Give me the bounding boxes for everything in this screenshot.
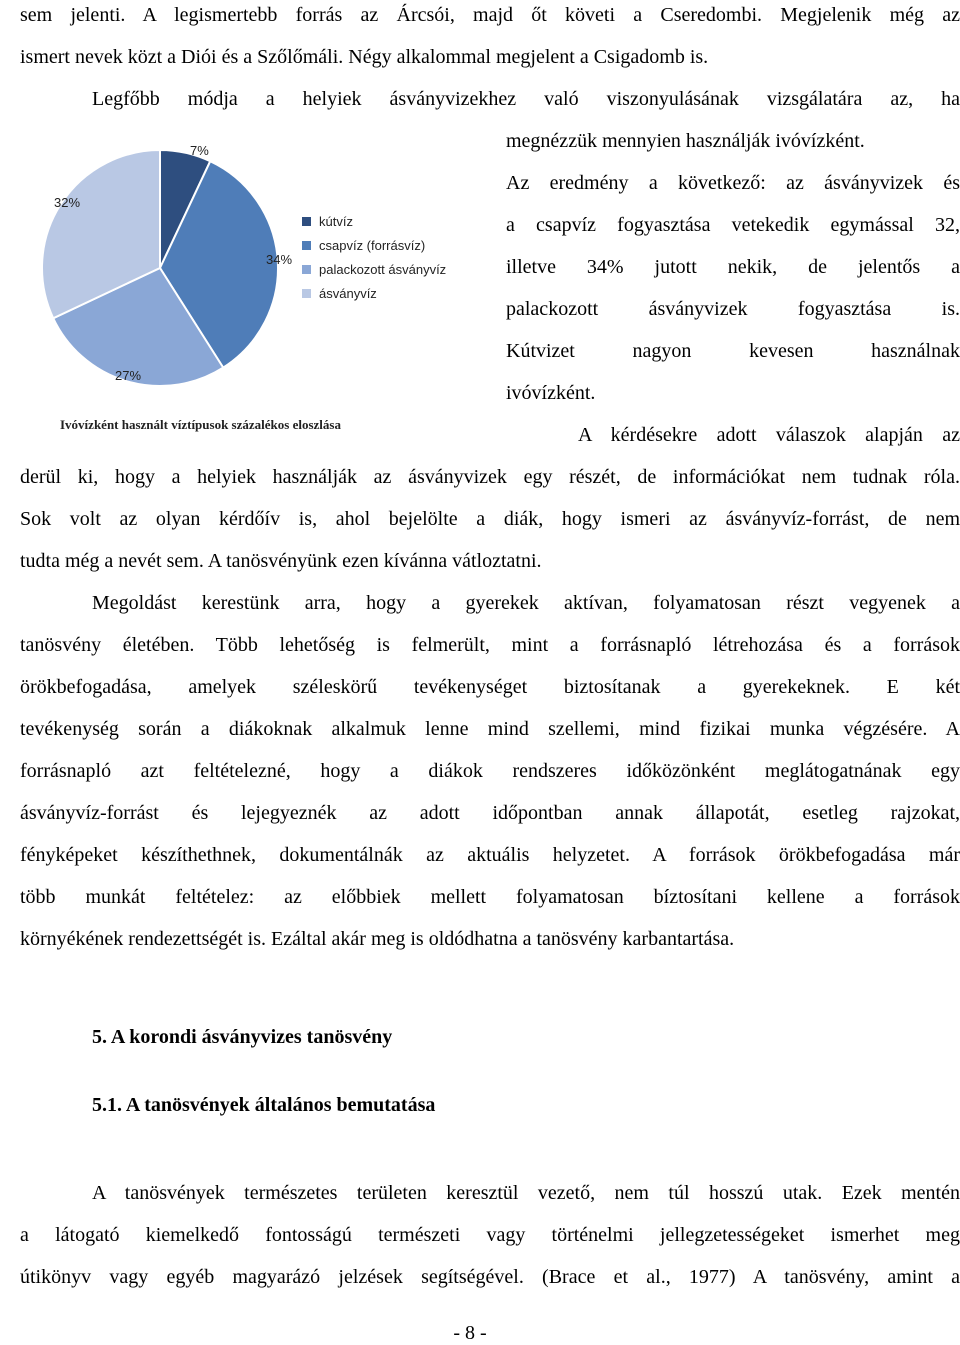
- pie-data-label: 34%: [266, 252, 293, 267]
- paragraph-line: ivóvízként.: [506, 382, 596, 404]
- paragraph-line: derül ki, hogy a helyiek használják az ásványvizek egy részét, de információkat nem tudnak róla.: [20, 466, 960, 488]
- legend-swatch: [302, 289, 311, 298]
- pie-chart: [20, 118, 500, 438]
- paragraph-line: fényképeket készíthethnek, dokumentálnák az aktuális helyzetet. A források örökbefogadása már: [20, 844, 960, 866]
- paragraph-line: Megoldást kerestünk arra, hogy a gyerekek aktívan, folyamatosan részt vegyenek a: [92, 592, 960, 614]
- legend-label: csapvíz (forrásvíz): [319, 238, 426, 253]
- pie-data-label: 7%: [190, 143, 209, 158]
- paragraph-line: Legfőbb módja a helyiek ásványvizekhez való viszonyulásának vizsgálatára az, ha: [92, 88, 960, 110]
- paragraph-line: a csapvíz fogyasztása vetekedik egymással 32,: [506, 214, 960, 236]
- paragraph-line: tudta még a nevét sem. A tanösvényünk ezen kívánna vátloztatni.: [20, 550, 542, 572]
- legend-swatch: [302, 265, 311, 274]
- subsection-heading: 5.1. A tanösvények általános bemutatása: [92, 1094, 436, 1116]
- legend-swatch: [302, 217, 311, 226]
- paragraph-line: sem jelenti. A legismertebb forrás az Árcsói, majd őt követi a Cseredombi. Megjelenik még az: [20, 4, 960, 26]
- paragraph-line: tanösvény életében. Több lehetőség is felmerült, mint a forrásnapló létrehozása és a források: [20, 634, 960, 656]
- legend-swatch: [302, 241, 311, 250]
- page-number: - 8 -: [453, 1322, 487, 1344]
- paragraph-line: a látogató kiemelkedő fontosságú természeti vagy történelmi jellegzetességeket ismerhet meg: [20, 1224, 960, 1246]
- paragraph-line: útikönyv vagy egyéb magyarázó jelzések segítségével. (Brace et al., 1977) A tanösvény, amint a: [20, 1266, 960, 1288]
- pie-chart-svg: [20, 118, 500, 438]
- legend-label: kútvíz: [319, 214, 353, 229]
- paragraph-line: Kútvizet nagyon kevesen használnak: [506, 340, 960, 362]
- pie-data-label: 27%: [115, 368, 142, 383]
- paragraph-line: tevékenység során a diákoknak alkalmuk lenne mind szellemi, mind fizikai munka végzésére. A: [20, 718, 960, 740]
- paragraph-line: A tanösvények természetes területen keresztül vezető, nem túl hosszú utak. Ezek mentén: [92, 1182, 960, 1204]
- paragraph-line: örökbefogadása, amelyek széleskörű tevékenységet biztosítanak a gyerekeknek. E két: [20, 676, 960, 698]
- paragraph-line: ásványvíz-forrást és lejegyeznék az adott időpontban annak állapotát, esetleg rajzokat,: [20, 802, 960, 824]
- paragraph-line: palackozott ásványvizek fogyasztása is.: [506, 298, 960, 320]
- paragraph-line: Az eredmény a következő: az ásványvizek és: [506, 172, 960, 194]
- paragraph-line: ismert nevek közt a Diói és a Szőlőmáli. Négy alkalommal megjelent a Csigadomb is.: [20, 46, 709, 68]
- section-heading: 5. A korondi ásványvizes tanösvény: [92, 1026, 393, 1048]
- paragraph-line: forrásnapló azt feltételezné, hogy a diákok rendszeres időközönként meglátogatnának egy: [20, 760, 960, 782]
- paragraph-line: környékének rendezettségét is. Ezáltal akár meg is oldódhatna a tanösvény karbantartása.: [20, 928, 735, 950]
- pie-data-label: 32%: [54, 195, 81, 210]
- paragraph-line: Sok volt az olyan kérdőív is, ahol bejelölte a diák, hogy ismeri az ásványvíz-forrást, de nem: [20, 508, 960, 530]
- legend-label: ásványvíz: [319, 286, 377, 301]
- paragraph-line: A kérdésekre adott válaszok alapján az: [578, 424, 960, 446]
- paragraph-line: több munkát feltételez: az előbbiek mellett folyamatosan bíztosítani kellene a források: [20, 886, 960, 908]
- paragraph-line: megnézzük mennyien használják ivóvízként.: [506, 130, 865, 152]
- paragraph-line: illetve 34% jutott nekik, de jelentős a: [506, 256, 960, 278]
- chart-title: Ivóvízként használt víztípusok százalékos eloszlása: [60, 417, 341, 432]
- legend-label: palackozott ásványvíz: [319, 262, 447, 277]
